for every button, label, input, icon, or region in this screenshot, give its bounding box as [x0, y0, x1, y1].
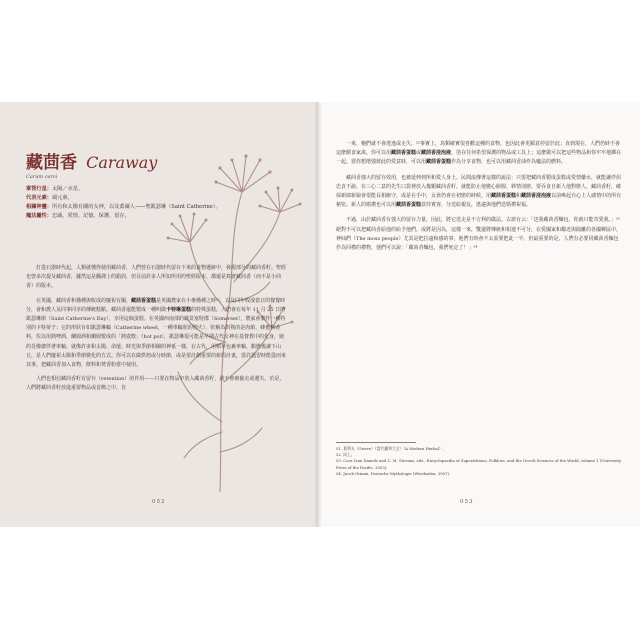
body-paragraph: [26, 297, 288, 371]
text-run: 在英國，藏茴香和播種與收成的慶祝有關，: [36, 297, 132, 304]
highlighted-term: 藏茴香蛋糕: [491, 193, 517, 200]
attribute-value: 所有和太陽有關的女神，以及蓋爾人——聖凱瑟琳（Saint Catherine）。: [51, 204, 221, 210]
highlighted-term: 藏茴香蛋糕: [391, 150, 417, 157]
attribute-row: [26, 185, 176, 194]
left-body-text: [26, 264, 288, 399]
text-run: ⁵³: [616, 217, 621, 224]
text-run: ⁵⁴: [473, 245, 478, 252]
scientific-name: Carum carvi: [26, 174, 58, 180]
page-number-right: 053: [460, 499, 474, 505]
attribute-value: 忠誠、愛情、記憶、保護、留存。: [51, 213, 130, 219]
text-run: ⁵¹: [216, 297, 221, 304]
attribute-key: 掌管行星：: [26, 186, 52, 192]
book-spread: [0, 102, 640, 527]
footnote: 52. 同上。: [336, 452, 355, 458]
footnote: 53. Cora Linn Daniels and C. M. Stevans, eds., Encyclopaedia of Superstitions, Folklore, and the Occult Sciences of the World, volume 1 (University Press of the Pacific, 2003).: [336, 458, 622, 470]
attribute-value: 風元素。: [51, 195, 73, 201]
right-body-text: [336, 140, 622, 259]
entry-title-cjk: 藏茴香: [26, 153, 77, 173]
left-page: [0, 102, 318, 527]
text-run: 的特殊蛋糕，人們會在每年 11 月 25 日的凱瑟琳節（Saint Catherine's Day），享用這個蛋糕。在英國西南部的薩莫塞特郡（Somerset），農家會製作一種特別的卡特蒂子；它的形狀有如凱瑟琳輪（Catherine wheel，一種車輪狀的煙火），密稱為烘熟的是肉餡，蜂蜜和香料，佐以用熱啤酒，蘭姆酒和蘭姆製成的「熱壺飲」（hot pot），凱瑟琳很可能是早期古代女神在基督教中的化身，她的肖像總伴著車輪，就像許多和太陽、命運、時光與季節相關的神祇一樣。在古代，用稻草包裹車輪，點燃後讓下山丘，是人們慶祝太陽和季節變化的方式。你可以在做烘焙或分時節，或是要計劃重要的新的計畫，當許溫習時能從而來其事，把藏茴香加入食物，飲料和焚香粉當中使用。: [26, 306, 287, 369]
text-run: 絕對不可以把藏茴香給他的給予他們，或將是因為，這樣一來，雙邊將傳統和相連不可分，在愛國家和鄰近與隔離的各國鄉區中，神仙們（The moss people）尤其是把拉遠和感的事，他們有時會不太需要把此一半。但最重要的是，人們有必要用藏茴香麵包作為回禮的禮物，他們可以說：「藏茴香麵包，我們死定了！」: [336, 226, 622, 252]
footnote: 54. Jacob Grimm, Deutsche Mythologie (Wiesbaden, 2007).: [336, 470, 451, 476]
text-run: ，以及同年收成當日的餐餐時分，會和農人及同事同享的傳統糕點。藏茴香還能製成一種叫做: [26, 297, 286, 313]
highlighted-term: 藏茴香浸泡液: [421, 150, 452, 157]
footnote: 51. 葛利夫（Grieve）《當代藥草大全》（A Modern Herbal）。: [336, 446, 447, 451]
footnote-divider: [336, 442, 416, 443]
footnotes: [336, 446, 622, 477]
right-page: [318, 102, 640, 527]
text-run: 打從石器時代起，人類就懂得使用藏茴香，人們曾在石器時代留存下來的食物遺跡中，發現部分的藏茴香籽。聖經也曾多次提及藏茴香，據然這是翻譯上的錯誤，但目前許多人所知所用的聖經版本，都還是寫著藏茴香（而不是小茴香）的版本。: [26, 265, 287, 290]
attribute-row: [26, 212, 176, 221]
text-run: 款待賓客，分送給親友，遙遠與他們送婚禮祝福。: [421, 202, 532, 209]
book-gutter: [314, 102, 322, 527]
text-run: 和: [516, 193, 522, 200]
highlighted-term: 藏茴香蛋糕: [396, 202, 422, 209]
text-run: 以前喚起自心上人感情中的所有秘密。新人的婚禮也可以用: [336, 193, 622, 209]
attribute-row: [26, 203, 221, 212]
body-paragraph: [336, 140, 622, 168]
body-paragraph: [336, 216, 622, 253]
text-run: 事實上，鳥類確實很喜歡這種的食物，也因此會更願意停留於此；直到現在，人們仍時不會這麼餵食家禽。你可以用: [336, 141, 621, 157]
text-run: 是英國農家在小麥播種之時: [156, 297, 217, 304]
text-run: 一來，牠們就不會逃逸或走失。: [346, 141, 417, 147]
text-run: 人們也相信藏茴香籽有留存（retention）的作用——只要在物品中放入藏茴香籽，就不會被偷走或遺失。於是，人們將藏茴香籽放進重要物品或首飾之中，自: [26, 376, 285, 392]
attribute-value: 太陽／水星。: [51, 186, 84, 192]
body-paragraph: [26, 264, 288, 292]
body-paragraph: [26, 375, 288, 393]
text-run: 不過，由於藏茴香有強大的留存力量，因此，將它送走是不吉利的做法。古諺有云：「送我藏茴香麵包，你就只能寄愛我。」: [346, 217, 617, 224]
page-number-left: 052: [152, 499, 166, 505]
highlighted-term: 藏茴香浸泡液: [521, 193, 552, 200]
body-paragraph: [336, 174, 622, 211]
highlighted-term: 藏茴香蛋糕: [426, 159, 452, 166]
attribute-key: 代表元素：: [26, 195, 52, 201]
attribute-row: [26, 194, 176, 203]
attribute-list: [26, 185, 221, 221]
attribute-key: 相關神靈：: [26, 204, 52, 210]
text-run: ⁵²: [416, 141, 421, 147]
text-run: ，塗在任何希望保護的物品或工具上；這麼做可以把這些物品和你牢牢地綁在一起。當你想增強彼此的愛意時，可以用: [336, 150, 622, 166]
attribute-key: 魔法屬性：: [26, 213, 52, 219]
highlighted-term: 卡特琳蛋糕: [166, 306, 192, 313]
text-run: 或: [416, 150, 422, 157]
highlighted-term: 藏茴香蛋糕: [131, 297, 157, 304]
text-run: 作為分享食物，也可以用藏茴香油作為魔法的燃料。: [451, 159, 567, 166]
text-run: 藏茴香強大的留存效用，也被延伸到所和愛人身上。民間流傳著這樣的說法：只要把藏茴香製成蛋糕或愛情藥水，就能讓伴侶忠貞不渝。在三心二意的先生口袋裡放入幾顆藏茴香籽，就能防止他變心偷腥、移情別戀，要吞食自新人他對戀人，藏茴香籽，確保新郎新娘會很能長相廝守，或是在手中，女孩仍會在初戀的時候，用: [336, 174, 622, 200]
entry-title-latin: Caraway: [86, 153, 158, 172]
entry-title: [26, 148, 157, 173]
